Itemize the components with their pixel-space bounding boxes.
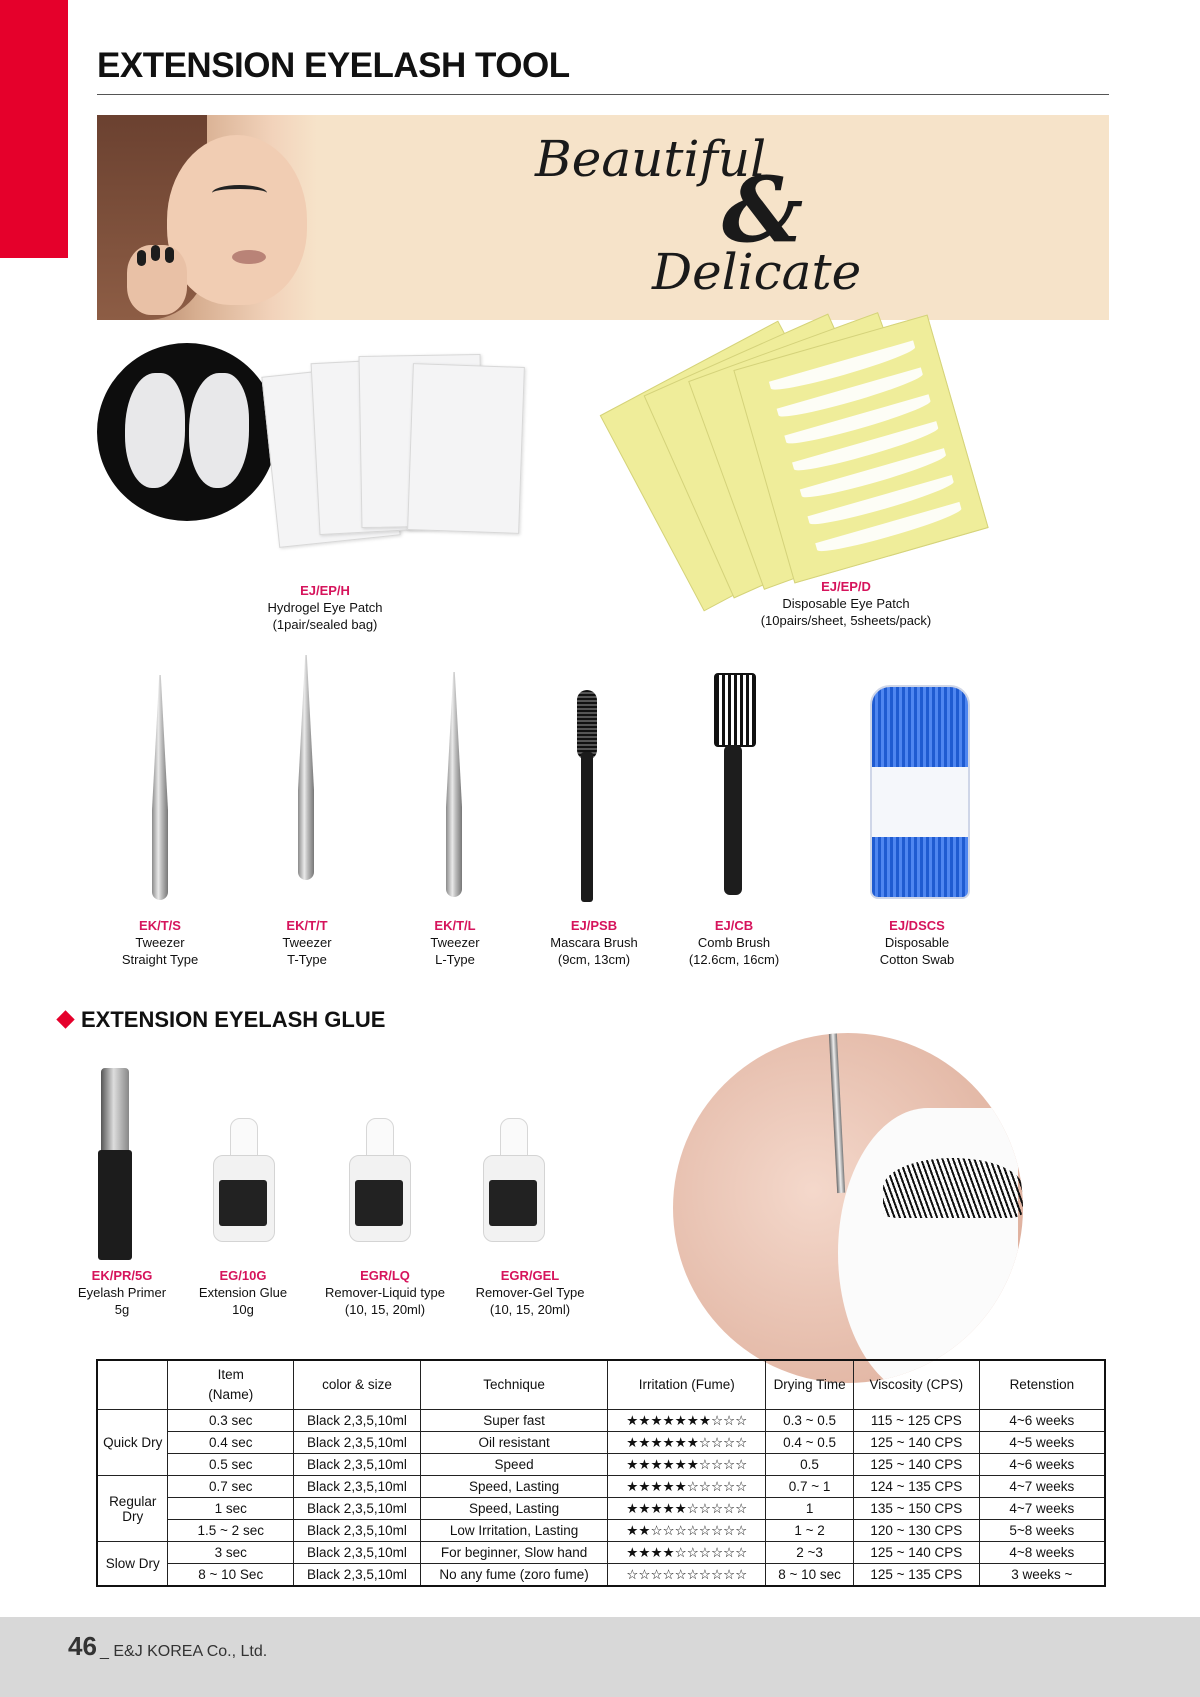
product-name: Tweezer [430,935,480,950]
product-code: EJ/PSB [570,918,618,933]
page-number: 46 [68,1631,97,1661]
cell-viscosity: 124 ~ 135 CPS [853,1476,979,1498]
product-detail: Cotton Swab [879,952,955,967]
cotton-swab-jar-image [870,685,970,899]
face-shape [167,135,307,305]
product-code: EGR/LQ [360,1268,410,1283]
product-comb-brush [674,917,794,968]
slogan-delicate: Delicate [652,243,862,301]
product-name: Disposable [884,935,950,950]
cell-item: 3 sec [168,1542,294,1564]
cell-item: 0.4 sec [168,1432,294,1454]
cell-technique: Oil resistant [420,1432,608,1454]
cell-item: 1.5 ~ 2 sec [168,1520,294,1542]
primer-bottle-body [98,1150,132,1260]
cell-viscosity: 125 ~ 135 CPS [853,1564,979,1587]
slogan-ampersand: & [722,157,804,263]
product-detail: (1pair/sealed bag) [272,617,378,632]
cell-irritation: ★★★★☆☆☆☆☆☆ [608,1542,766,1564]
product-name: Comb Brush [697,935,771,950]
cell-irritation: ☆☆☆☆☆☆☆☆☆☆ [608,1564,766,1587]
table-row [97,1564,1105,1587]
product-detail: Straight Type [121,952,199,967]
product-code: EJ/EP/D [821,579,871,594]
header-drying-time: Drying Time [766,1360,854,1410]
cell-color-size: Black 2,3,5,10ml [294,1520,421,1542]
header-irritation: Irritation (Fume) [608,1360,766,1410]
product-name: Mascara Brush [550,935,638,950]
company-name: _ E&J KOREA Co., Ltd. [100,1643,268,1660]
cell-drying-time: 8 ~ 10 sec [766,1564,854,1587]
cell-drying-time: 0.7 ~ 1 [766,1476,854,1498]
product-code: EK/T/T [286,918,328,933]
lash-application-photo [673,1033,1023,1383]
cell-viscosity: 125 ~ 140 CPS [853,1542,979,1564]
product-primer [62,1267,182,1318]
cell-drying-time: 1 ~ 2 [766,1520,854,1542]
cell-item: 1 sec [168,1498,294,1520]
cell-irritation: ★★★★★☆☆☆☆☆ [608,1476,766,1498]
product-extension-glue [183,1267,303,1318]
group-label: Regular Dry [97,1476,168,1542]
cell-item: 0.3 sec [168,1410,294,1432]
hero-banner [97,115,1109,320]
product-tweezer-t [247,917,367,968]
product-detail: (9cm, 13cm) [557,952,631,967]
cell-technique: Low Irritation, Lasting [420,1520,608,1542]
model-face-image [97,115,317,320]
patch-sachet [407,363,525,534]
cell-drying-time: 2 ~3 [766,1542,854,1564]
cell-color-size: Black 2,3,5,10ml [294,1542,421,1564]
product-cotton-swab [857,917,977,968]
cell-irritation: ★★★★★☆☆☆☆☆ [608,1498,766,1520]
cell-irritation: ★★★★★★☆☆☆☆ [608,1432,766,1454]
product-name: Remover-Liquid type [325,1285,445,1300]
cell-retention: 3 weeks ~ [979,1564,1105,1587]
product-code: EGR/GEL [500,1268,560,1283]
cell-retention: 4~6 weeks [979,1454,1105,1476]
red-edge-tab [0,0,68,258]
cell-technique: Speed [420,1454,608,1476]
comb-brush-head [714,673,756,747]
cell-irritation: ★★★★★★☆☆☆☆ [608,1454,766,1476]
table-header-row [97,1360,1105,1410]
cell-retention: 4~7 weeks [979,1498,1105,1520]
header-retention: Retenstion [979,1360,1105,1410]
cell-color-size: Black 2,3,5,10ml [294,1454,421,1476]
cell-viscosity: 135 ~ 150 CPS [853,1498,979,1520]
product-remover-liquid [310,1267,460,1318]
product-detail: 10g [232,1302,254,1317]
cell-item: 0.7 sec [168,1476,294,1498]
product-code: EJ/CB [714,918,754,933]
table-row [97,1498,1105,1520]
glue-spec-table [96,1359,1106,1587]
cell-irritation: ★★★★★★★☆☆☆ [608,1410,766,1432]
product-name: Remover-Gel Type [475,1285,585,1300]
group-label: Slow Dry [97,1542,168,1587]
header-blank [97,1360,168,1410]
nail-shape [151,245,160,261]
product-tweezer-l [395,917,515,968]
cell-viscosity: 125 ~ 140 CPS [853,1454,979,1476]
cell-technique: Speed, Lasting [420,1498,608,1520]
table-row [97,1542,1105,1564]
product-name: Extension Glue [198,1285,288,1300]
cell-item: 0.5 sec [168,1454,294,1476]
cell-item: 8 ~ 10 Sec [168,1564,294,1587]
cell-drying-time: 0.4 ~ 0.5 [766,1432,854,1454]
product-detail: T-Type [287,952,327,967]
product-remover-gel [455,1267,605,1318]
product-name: Hydrogel Eye Patch [267,600,383,615]
cell-technique: Speed, Lasting [420,1476,608,1498]
cell-technique: Super fast [420,1410,608,1432]
header-color-size: color & size [294,1360,421,1410]
cell-color-size: Black 2,3,5,10ml [294,1432,421,1454]
product-code: EJ/EP/H [300,583,350,598]
cell-retention: 5~8 weeks [979,1520,1105,1542]
product-code: EK/T/L [434,918,476,933]
nail-shape [165,247,174,263]
cell-color-size: Black 2,3,5,10ml [294,1564,421,1587]
header-viscosity: Viscosity (CPS) [853,1360,979,1410]
product-name: Eyelash Primer [77,1285,167,1300]
gel-pad-right [189,373,249,488]
cell-retention: 4~5 weeks [979,1432,1105,1454]
product-code: EK/T/S [139,918,181,933]
section-diamond-icon [56,1010,74,1028]
eye-lash-shape [212,185,267,201]
cell-retention: 4~8 weeks [979,1542,1105,1564]
cell-drying-time: 0.3 ~ 0.5 [766,1410,854,1432]
product-code: EG/10G [219,1268,267,1283]
nail-shape [137,250,146,266]
mascara-brush-head [577,690,597,760]
product-detail: (10, 15, 20ml) [344,1302,426,1317]
comb-brush-handle [724,745,742,895]
slogan-beautiful: Beautiful [535,130,767,188]
page-title: EXTENSION EYELASH TOOL [97,46,570,85]
cell-viscosity: 115 ~ 125 CPS [853,1410,979,1432]
remover-gel-label [489,1180,537,1226]
cell-retention: 4~6 weeks [979,1410,1105,1432]
cell-drying-time: 0.5 [766,1454,854,1476]
cell-viscosity: 125 ~ 140 CPS [853,1432,979,1454]
cell-color-size: Black 2,3,5,10ml [294,1498,421,1520]
header-item: Item (Name) [168,1360,294,1410]
tweezer-l-type-image [446,672,462,897]
product-detail: (12.6cm, 16cm) [688,952,780,967]
mascara-brush-handle [581,752,593,902]
cell-color-size: Black 2,3,5,10ml [294,1476,421,1498]
product-code: EK/PR/5G [91,1268,153,1283]
gel-pad-left [125,373,185,488]
table-row [97,1520,1105,1542]
product-name: Disposable Eye Patch [782,596,910,611]
glue-bottle-label [219,1180,267,1226]
product-detail: L-Type [435,952,475,967]
product-tweezer-straight [100,917,220,968]
table-row [97,1454,1105,1476]
product-detail: (10, 15, 20ml) [489,1302,571,1317]
under-eye-pad-shape [838,1108,1018,1383]
title-rule [97,94,1109,95]
product-disposable-patch [726,578,966,629]
product-hydrogel-patch [225,582,425,633]
product-name: Tweezer [135,935,185,950]
product-name: Tweezer [282,935,332,950]
cell-technique: For beginner, Slow hand [420,1542,608,1564]
cell-retention: 4~7 weeks [979,1476,1105,1498]
section-title-glue: EXTENSION EYELASH GLUE [81,1007,386,1032]
lips-shape [232,250,266,264]
tweezer-straight-image [152,675,168,900]
product-code: EJ/DSCS [889,918,945,933]
product-detail: (10pairs/sheet, 5sheets/pack) [760,613,932,628]
cell-technique: No any fume (zoro fume) [420,1564,608,1587]
product-detail: 5g [114,1302,130,1317]
table-row [97,1432,1105,1454]
cell-viscosity: 120 ~ 130 CPS [853,1520,979,1542]
tweezer-t-type-image [298,655,314,880]
hydrogel-patch-image [97,343,277,521]
cell-drying-time: 1 [766,1498,854,1520]
cell-color-size: Black 2,3,5,10ml [294,1410,421,1432]
product-mascara-brush [534,917,654,968]
group-label: Quick Dry [97,1410,168,1476]
cell-irritation: ★★☆☆☆☆☆☆☆☆ [608,1520,766,1542]
remover-liquid-label [355,1180,403,1226]
header-technique: Technique [420,1360,608,1410]
table-row [97,1410,1105,1432]
lashes-shape [883,1158,1023,1218]
table-row [97,1476,1105,1498]
tweezer-shape [829,1033,845,1193]
